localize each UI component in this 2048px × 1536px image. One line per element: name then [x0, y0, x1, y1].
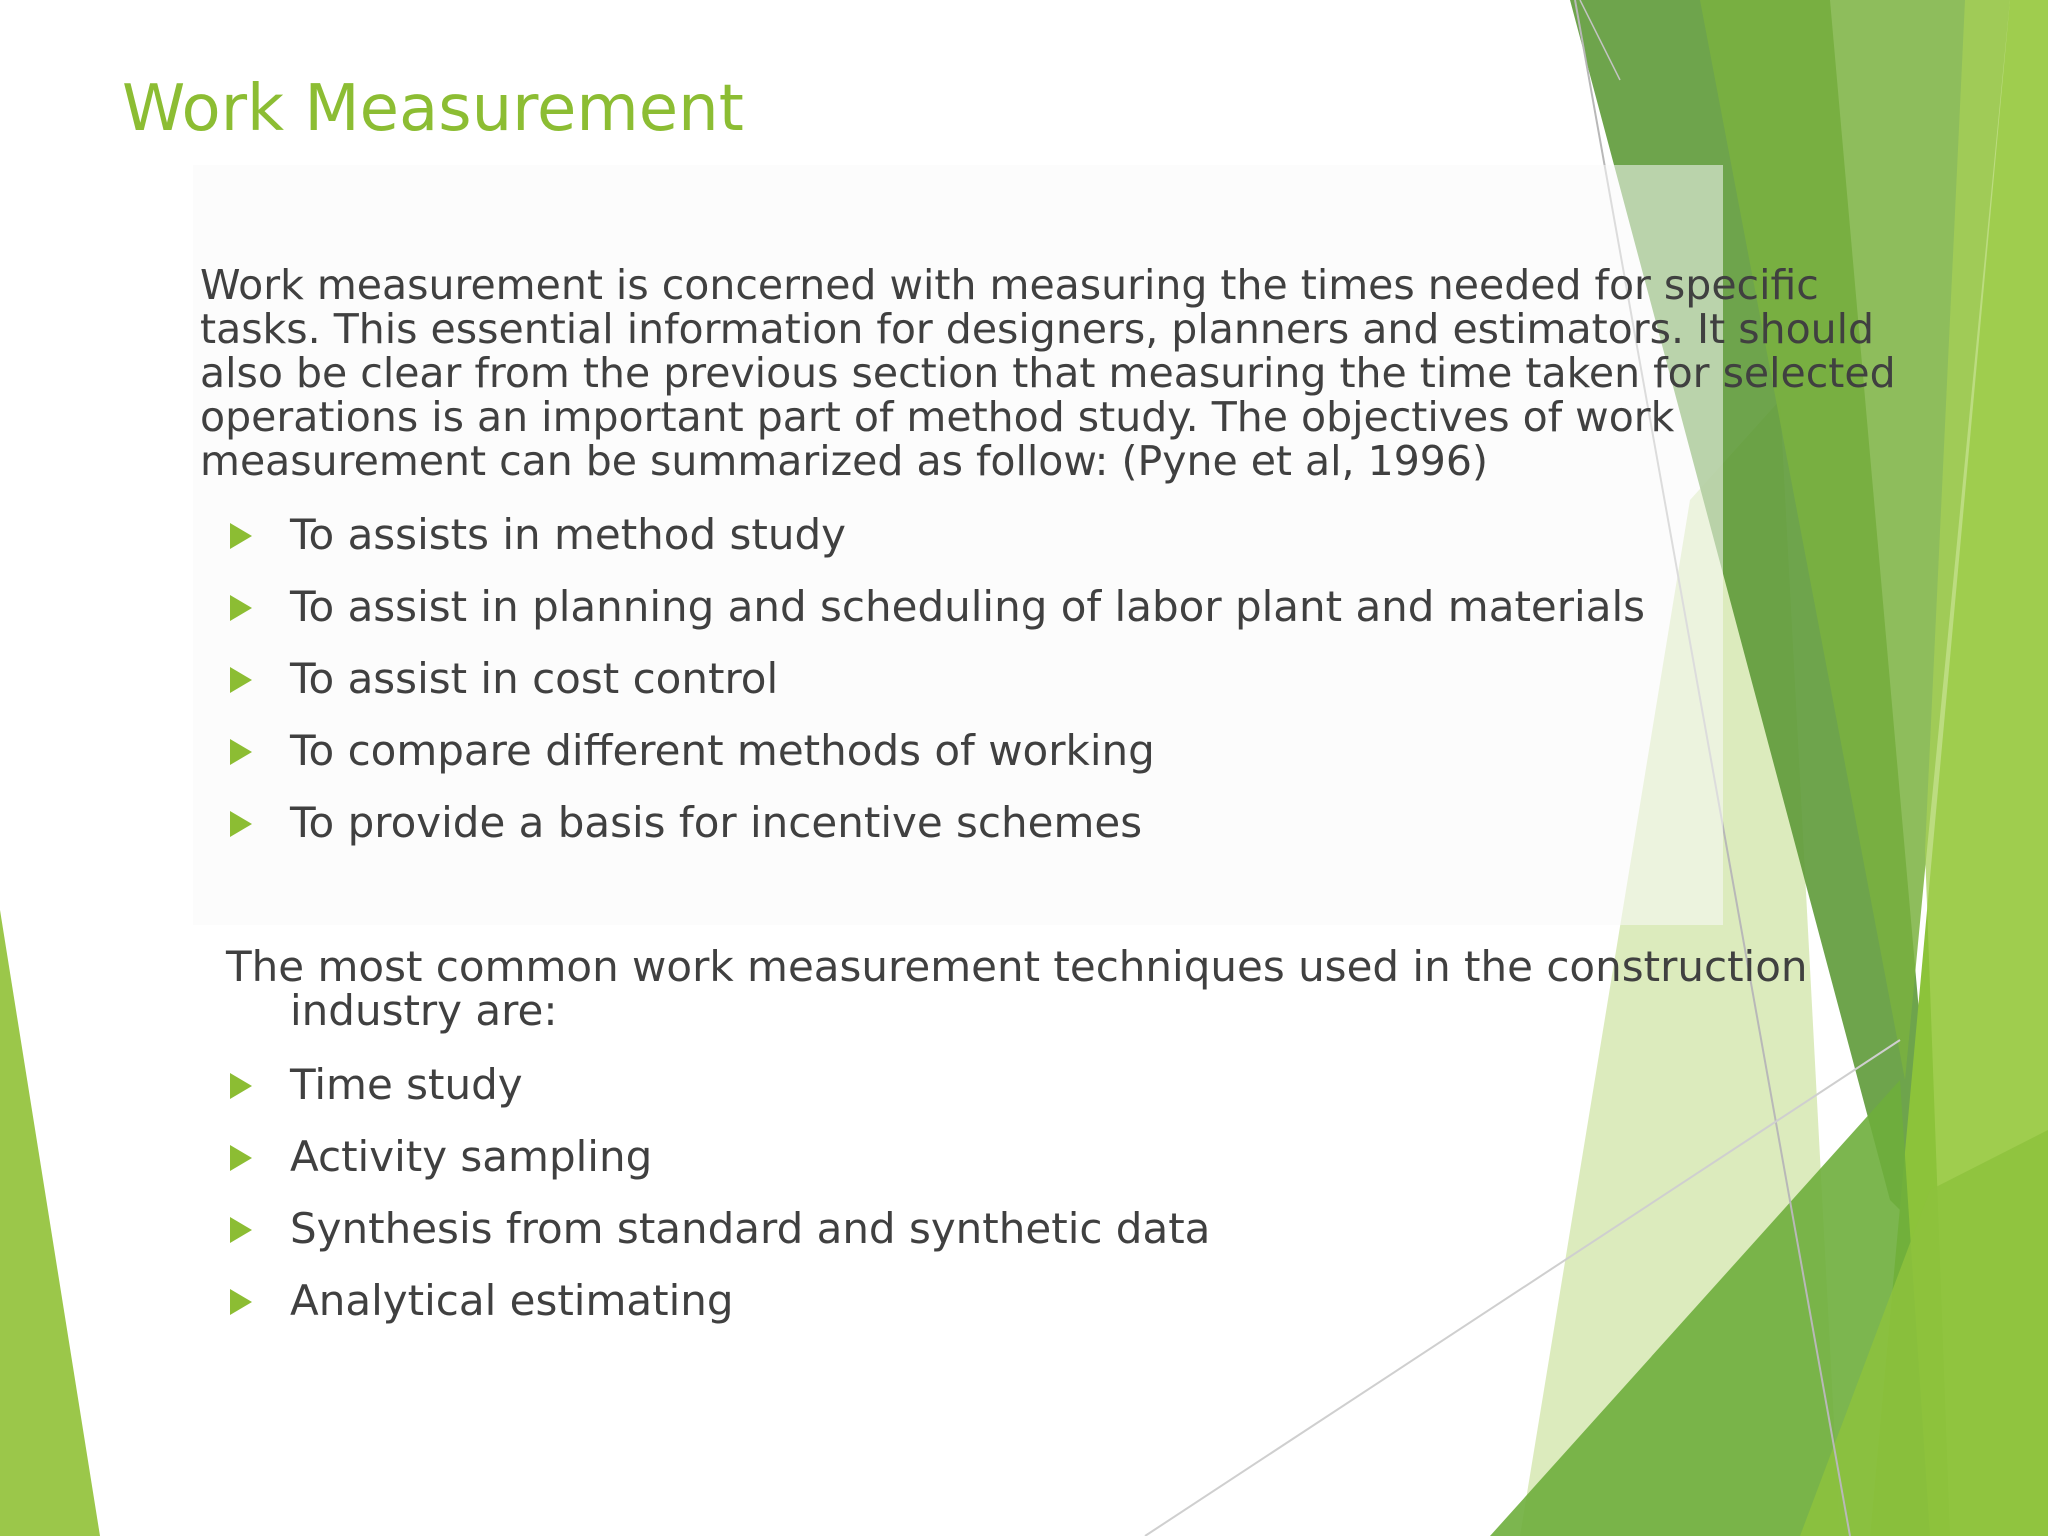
objective-text: To compare different methods of working: [290, 726, 1155, 775]
objective-text: To assists in method study: [290, 510, 846, 559]
list-item: [226, 1204, 1210, 1276]
objective-text: To assist in cost control: [290, 654, 779, 703]
green-triangle-arrow-icon: [230, 1145, 252, 1171]
list-item: [226, 1060, 1210, 1132]
intro-paragraph: Work measurement is concerned with measuring the times needed for specific tasks. This essential information for designers, planners and estimators. It should also be clear from the previous section that measuring the time taken for selected operations is an important part of method study. The objectives of work measurement can be summarized as follow: (Pyne et al, 1996): [200, 261, 1896, 485]
green-triangle-arrow-icon: [230, 1217, 252, 1243]
technique-text: Activity sampling: [290, 1132, 653, 1181]
green-triangle-arrow-icon: [230, 1073, 252, 1099]
objective-text: To assist in planning and scheduling of labor plant and materials: [290, 582, 1645, 631]
slide-title: Work Measurement: [122, 72, 744, 146]
green-triangle-arrow-icon: [230, 523, 252, 549]
objectives-list: [226, 510, 1645, 870]
green-triangle-arrow-icon: [230, 811, 252, 837]
list-item: [226, 1132, 1210, 1204]
objective-text: To provide a basis for incentive schemes: [290, 798, 1143, 847]
techniques-intro: The most common work measurement techniques used in the construction industry are:: [226, 942, 1808, 1035]
technique-text: Synthesis from standard and synthetic data: [290, 1204, 1211, 1253]
list-item: [226, 582, 1645, 654]
technique-text: Time study: [290, 1060, 523, 1109]
list-item: [226, 1276, 1210, 1348]
green-triangle-arrow-icon: [230, 739, 252, 765]
list-item: [226, 654, 1645, 726]
green-triangle-arrow-icon: [230, 667, 252, 693]
list-item: [226, 510, 1645, 582]
list-item: [226, 726, 1645, 798]
green-triangle-arrow-icon: [230, 1289, 252, 1315]
green-triangle-arrow-icon: [230, 595, 252, 621]
left-green-wedge: [0, 910, 100, 1536]
technique-text: Analytical estimating: [290, 1276, 734, 1325]
techniques-list: [226, 1060, 1210, 1348]
list-item: [226, 798, 1645, 870]
